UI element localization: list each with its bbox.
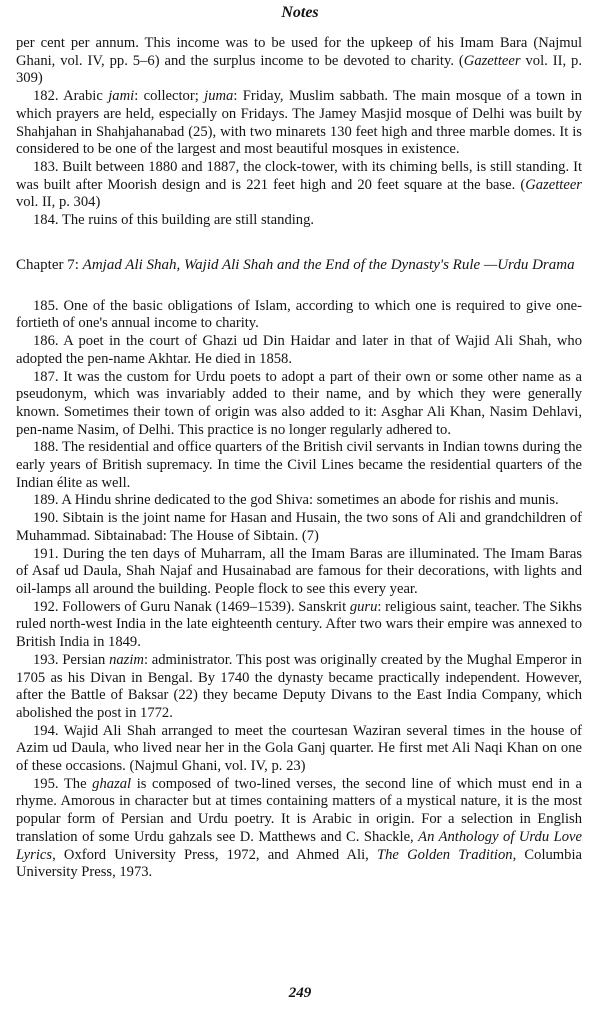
text-run: 194. Wajid Ali Shah arranged to meet the courtesan Waziran several times in the house of Azim ud Daula, who lived near her in the Gola Ganj quarter. He first met Ali Naqi Khan on one of these occasions. (Najmul Ghani, vol. IV, p. 23) [16, 722, 582, 775]
text-run: 184. The ruins of this building are still standing. [33, 212, 315, 229]
chapter-title: Amjad Ali Shah, Wajid Ali Shah and the End of the Dynasty's Rule —Urdu Drama [82, 256, 575, 273]
text-run: 189. A Hindu shrine dedicated to the god Shiva: sometimes an abode for rishis and munis. [33, 492, 559, 509]
note-paragraph [16, 439, 582, 492]
italic-run: juma [204, 88, 234, 105]
note-paragraph [16, 333, 582, 368]
text-run: vol. II, p. 309) [16, 52, 582, 87]
note-paragraph [16, 599, 582, 652]
italic-run: guru [349, 598, 378, 615]
text-run: 190. Sibtain is the joint name for Hasan and Husain, the two sons of Ali and grandchildren of Muhammad. Sibtainabad: The House of Sibtain. (7) [16, 510, 582, 544]
running-head: Notes [281, 4, 319, 21]
text-run: 186. A poet in the court of Ghazi ud Din Haidar and later in that of Wajid Ali Shah, who adopted the pen-name Akhtar. He died in 1858. [16, 333, 582, 367]
text-run: , Oxford University Press, 1972, and Ahmed Ali, [52, 846, 377, 863]
text-run: 187. It was the custom for Urdu poets to adopt a part of their own or some other name as a pseudonym, which was invariably added to their name, and by which they were generally known. Sometimes their town of origin was also added to it: Asghar Ali Khan, Nasim Dehlavi, pen-name Nasim, of Delhi. This practice is no longer regularly adhered to. [16, 368, 582, 438]
text-run: 182. Arabic [33, 88, 109, 105]
text-run: : collector; [134, 88, 205, 105]
note-paragraph [16, 652, 582, 723]
text-run: 192. Followers of Guru Nanak (1469–1539). Sanskrit [33, 598, 350, 615]
text-run: 188. The residential and office quarters of the British civil servants in Indian towns during the early years of British supremacy. In time the Civil Lines became the residential quarters of the Indian élite as well. [16, 439, 582, 491]
italic-run: The Golden Tradition [377, 846, 513, 863]
italic-run: ghazal [92, 775, 132, 792]
note-paragraph [16, 492, 582, 510]
italic-run: Gazetteer [463, 52, 521, 69]
continued-note [16, 35, 582, 88]
notes-list-top [16, 88, 582, 230]
note-paragraph [16, 510, 582, 545]
text-run: 193. Persian [33, 651, 110, 668]
chapter-heading [16, 256, 582, 274]
text-run: 195. The [33, 775, 93, 792]
note-paragraph [16, 159, 582, 212]
text-run: , Columbia University Press, 1973. [16, 846, 582, 881]
text-run: 185. One of the basic obligations of Islam, according to which one is required to give one-fortieth of one's annual income to charity. [16, 297, 582, 332]
notes-body [16, 35, 582, 882]
text-run: vol. II, p. 304) [16, 194, 101, 211]
note-paragraph [16, 776, 582, 882]
note-paragraph [16, 212, 582, 230]
text-run: 191. During the ten days of Muharram, all the Imam Baras are illuminated. The Imam Baras of Asaf ud Daula, Shah Najaf and Husainabad are famous for their decorations, with lights and oil-lamps all around the building. People flock to see this every year. [16, 545, 582, 597]
note-paragraph [16, 546, 582, 599]
italic-run: nazim [109, 651, 144, 668]
italic-run: An Anthology of Urdu Love Lyrics [16, 828, 582, 863]
note-paragraph [16, 723, 582, 776]
page-number: 249 [288, 985, 312, 1001]
italic-run: Gazetteer [525, 176, 582, 193]
notes-list-bottom [16, 298, 582, 882]
text-run: per cent per annum. This income was to be used for the upkeep of his Imam Bara (Najmul Ghani, vol. IV, pp. 5–6) and the surplus income to be devoted to charity. ( [16, 35, 582, 69]
text-run: : administrator. This post was originally created by the Mughal Emperor in 1705 as his Divan in Bengal. By 1740 the dynasty became practically independent. However, after the Battle of Baksar (22) they became Deputy Divans to the East India Company, which abolished the post in 1772. [16, 651, 582, 721]
text-run: 183. Built between 1880 and 1887, the clock-tower, with its chiming bells, is still standing. It was built after Moorish design and is 221 feet high and 20 feet square at the base. ( [16, 158, 582, 193]
italic-run: jami [108, 88, 135, 105]
text-run: is composed of two-lined verses, the second line of which must end in a rhyme. Amorous in character but at times containing matters of a mystical nature, it is the most popular form of Persian and Urdu poetry. It is Arabic in origin. For a selection in English translation of some Urdu gahzals see D. Matthews and C. Shackle, [16, 775, 582, 845]
note-paragraph [16, 88, 582, 159]
chapter-label: Chapter 7: [16, 256, 83, 273]
text-run: : religious saint, teacher. The Sikhs ruled north-west India in the late eighteenth century. After two wars their empire was annexed to British India in 1849. [16, 598, 582, 651]
text-run: : Friday, Muslim sabbath. The main mosque of a town in which prayers are held, especially on Fridays. The Jamey Masjid mosque of Delhi was built by Shahjahan in Shahjahanabad (25), with two minarets 130 feet high and three marble domes. It is considered to be one of the largest and most beautiful mosques in existence. [16, 88, 582, 158]
note-paragraph [16, 298, 582, 333]
note-paragraph [16, 369, 582, 440]
